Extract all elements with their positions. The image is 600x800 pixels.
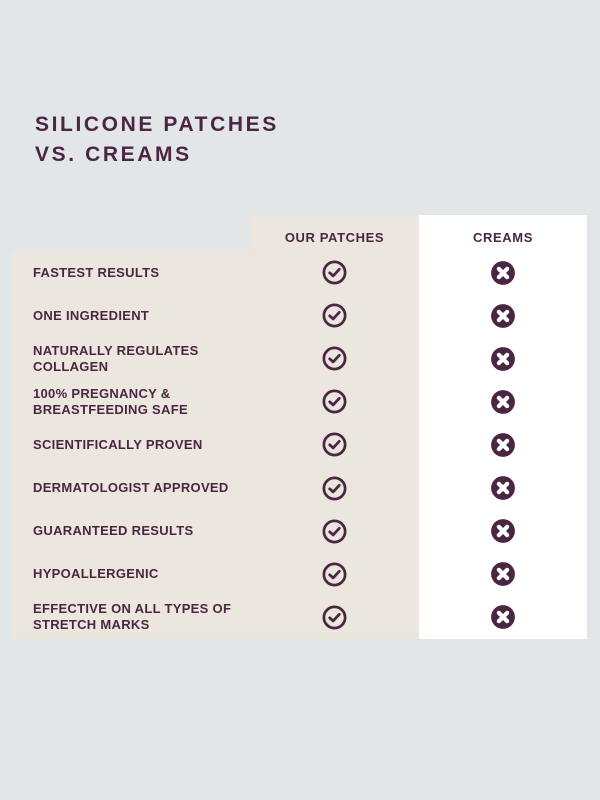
- check-circle-icon: [250, 346, 419, 371]
- feature-label: 100% PREGNANCY & BREASTFEEDING SAFE: [33, 385, 188, 417]
- table-row: [11, 553, 587, 596]
- feature-label: NATURALLY REGULATES COLLAGEN: [33, 342, 199, 374]
- page-title-line2: VS. CREAMS: [35, 143, 192, 166]
- feature-label: GUARANTEED RESULTS: [33, 523, 194, 539]
- table-rows: [11, 251, 587, 639]
- x-circle-icon: [419, 561, 587, 587]
- check-circle-icon: [250, 519, 419, 544]
- table-row: [11, 510, 587, 553]
- check-circle-icon: [250, 432, 419, 457]
- table-row: [11, 337, 587, 380]
- x-circle-icon: [419, 303, 587, 329]
- check-circle-icon: [250, 476, 419, 501]
- x-circle-icon: [419, 432, 587, 458]
- feature-label: HYPOALLERGENIC: [33, 566, 159, 582]
- x-circle-icon: [419, 518, 587, 544]
- feature-label: EFFECTIVE ON ALL TYPES OF STRETCH MARKS: [33, 601, 232, 633]
- feature-label: SCIENTIFICALLY PROVEN: [33, 436, 203, 452]
- feature-label: DERMATOLOGIST APPROVED: [33, 480, 229, 496]
- column-header-our-patches: OUR PATCHES: [284, 229, 385, 245]
- x-circle-icon: [419, 604, 587, 630]
- table-row: [11, 251, 587, 294]
- page-title: [35, 110, 279, 170]
- comparison-table: [11, 215, 587, 639]
- check-circle-icon: [250, 260, 419, 285]
- check-circle-icon: [250, 303, 419, 328]
- x-circle-icon: [419, 260, 587, 286]
- page-title-line1: SILICONE PATCHES: [35, 113, 279, 136]
- column-header-creams: CREAMS: [473, 229, 533, 245]
- table-row: [11, 294, 587, 337]
- table-row: [11, 467, 587, 510]
- x-circle-icon: [419, 346, 587, 372]
- check-circle-icon: [250, 562, 419, 587]
- feature-label: FASTEST RESULTS: [33, 264, 160, 280]
- table-header: [250, 215, 587, 251]
- x-circle-icon: [419, 389, 587, 415]
- check-circle-icon: [250, 605, 419, 630]
- x-circle-icon: [419, 475, 587, 501]
- table-row: [11, 380, 587, 423]
- table-row: [11, 423, 587, 466]
- check-circle-icon: [250, 389, 419, 414]
- table-row: [11, 596, 587, 639]
- feature-label: ONE INGREDIENT: [33, 307, 150, 323]
